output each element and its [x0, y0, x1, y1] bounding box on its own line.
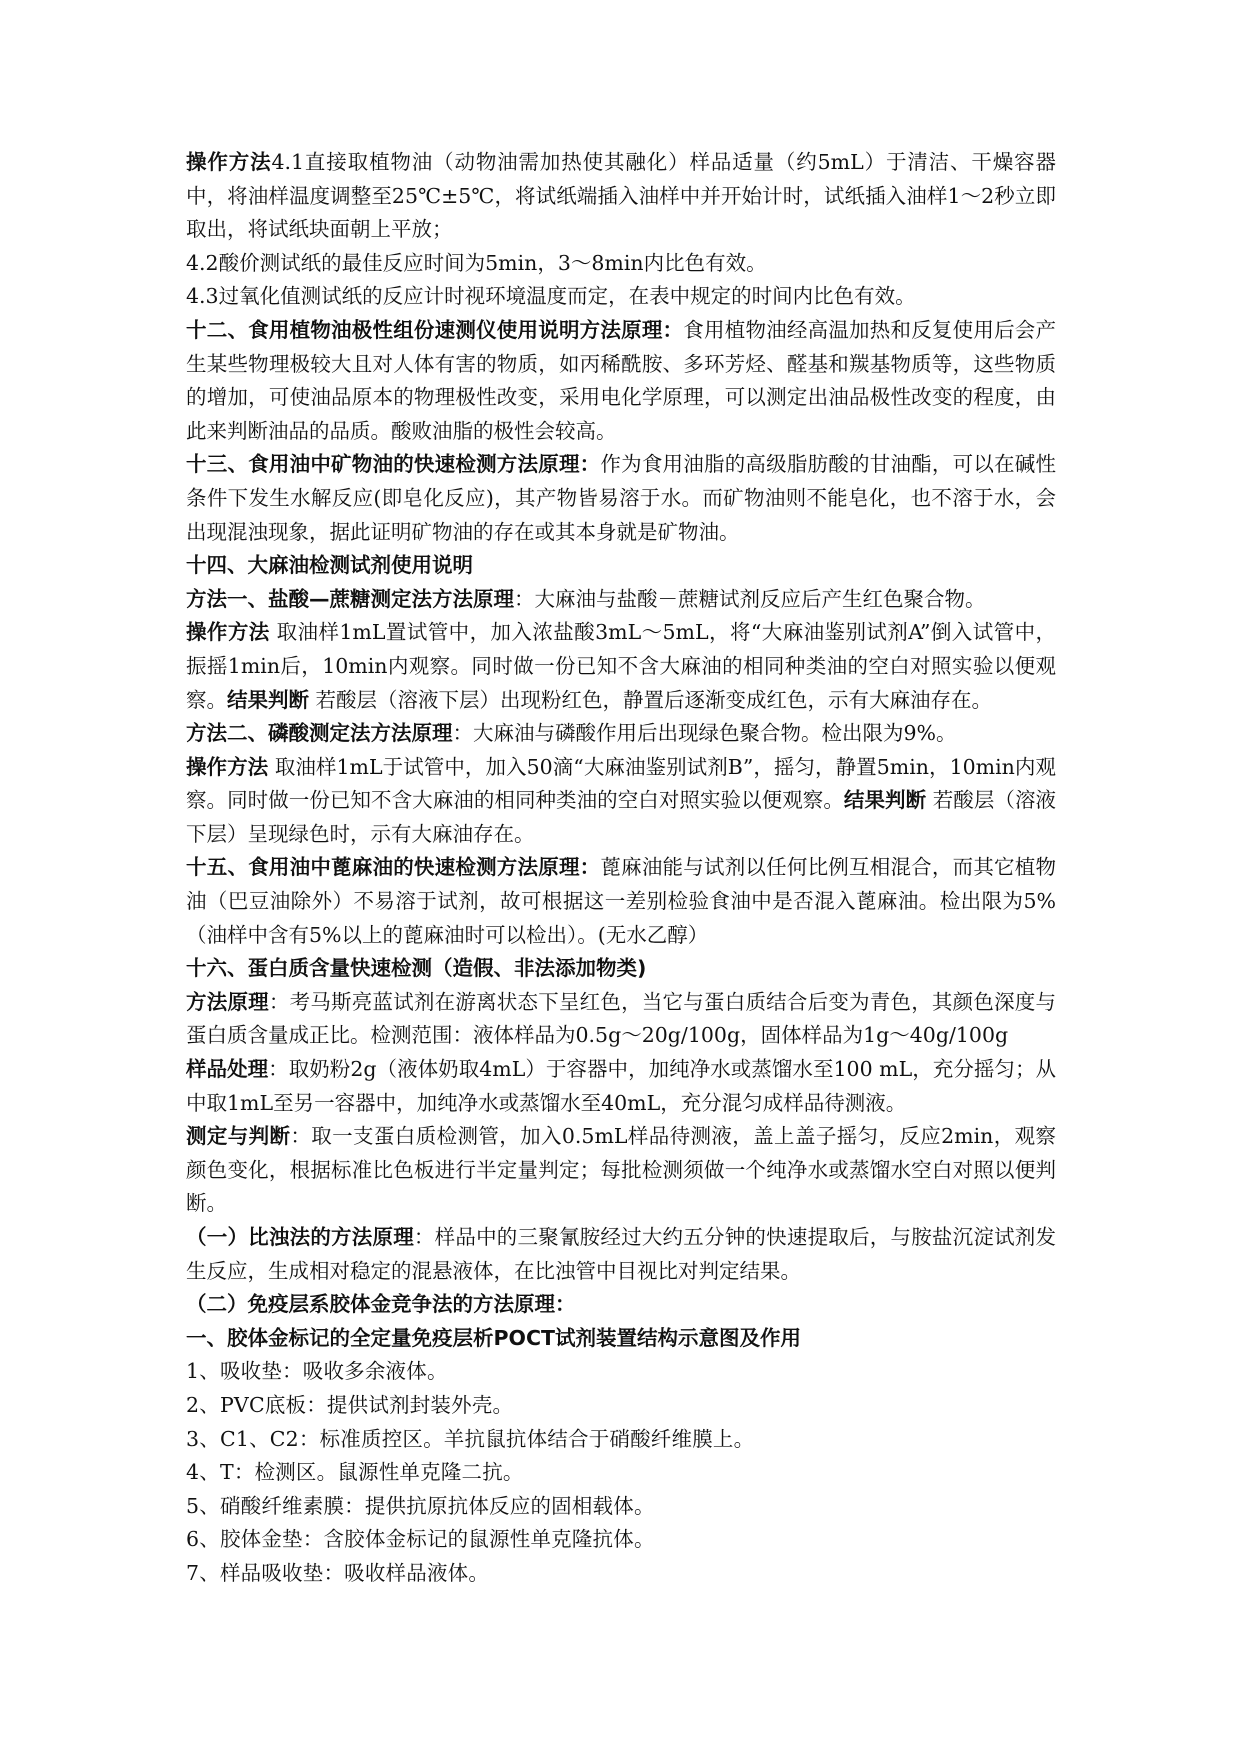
paragraph-text: 蓖麻油能与试剂以任何比例互相混合，而其它植物油（巴豆油除外）不易溶于试剂，故可根据这一差别检验食油中是否混入蓖麻油。检出限为5%（油样中含有5%以上的蓖麻油时可以检出）。(无水乙醇）: [186, 855, 1056, 947]
result-label: 结果判断: [843, 788, 927, 813]
paragraph-text: 若酸层（溶液下层）出现粉红色，静置后逐渐变成红色，示有大麻油存在。: [315, 687, 993, 712]
lead-label: 操作方法: [186, 754, 269, 779]
paragraph-colloidal-gold-heading: [186, 1322, 1056, 1356]
paragraph-text: 食用植物油经高温加热和反复使用后会产生某些物理极较大且对人体有害的物质，如丙稀酰胺、多环芳烃、醛基和羰基物质等，这些物质的增加，可使油品原本的物理极性改变，采用电化学原理，可以测定出油品极性改变的程度，由此来判断油品的品质。酸败油脂的极性会较高。: [186, 317, 1057, 443]
section-heading: 十三、食用油中矿物油的快速检测方法原理：: [186, 452, 601, 477]
paragraph-acid-value-timing: [186, 247, 1056, 281]
lead-label: （一）比浊法的方法原理: [186, 1225, 414, 1249]
paragraph-text: 取油样1mL置试管中，加入浓盐酸3mL～5mL，将“大麻油鉴别试剂A”倒入试管中，振摇1min后，10min内观察。同时做一份已知不含大麻油的相同种类油的空白对照实验以便观察。: [186, 620, 1056, 712]
paragraph-turbidimetry: [186, 1221, 1056, 1288]
list-item: 2、PVC底板：提供试剂封装外壳。: [186, 1392, 514, 1417]
device-structure-list: [186, 1355, 1056, 1590]
paragraph-protein-principle: [186, 986, 1056, 1053]
list-item: 6、胶体金垫：含胶体金标记的鼠源性单克隆抗体。: [186, 1527, 655, 1552]
paragraph-method-1-operation: [186, 616, 1056, 717]
paragraph-text: 4.2酸价测试纸的最佳反应时间为5min，3～8min内比色有效。: [186, 250, 767, 275]
section-heading: 十五、食用油中蓖麻油的快速检测方法原理：: [186, 855, 601, 880]
lead-label: 操作方法: [186, 150, 272, 174]
paragraph-text: ：考马斯亮蓝试剂在游离状态下呈红色，当它与蛋白质结合后变为青色，其颜色深度与蛋白质含量成正比。检测范围：液体样品为0.5g～20g/100g，固体样品为1g～40g/100g: [186, 989, 1057, 1048]
paragraph-method-2: [186, 717, 1056, 751]
paragraph-measure-judge: [186, 1120, 1056, 1221]
paragraph-text: 若酸层（溶液下层）呈现绿色时，示有大麻油存在。: [186, 788, 1057, 846]
paragraph-section-15: [186, 851, 1056, 952]
section-heading: 十四、大麻油检测试剂使用说明: [186, 553, 473, 578]
list-item: 3、C1、C2：标准质控区。羊抗鼠抗体结合于硝酸纤维膜上。: [186, 1426, 755, 1451]
paragraph-section-12: [186, 314, 1056, 448]
lead-label: （二）免疫层系胶体金竞争法的方法原理：: [186, 1292, 576, 1317]
paragraph-sample-processing: [186, 1053, 1056, 1120]
list-item: 5、硝酸纤维素膜：提供抗原抗体反应的固相载体。: [186, 1493, 655, 1518]
paragraph-text: ：大麻油与磷酸作用后出现绿色聚合物。检出限为9%。: [452, 721, 957, 746]
paragraph-text: ：取一支蛋白质检测管，加入0.5mL样品待测液，盖上盖子摇匀，反应2min，观察颜色变化，根据标准比色板进行半定量判定；每批检测须做一个纯净水或蒸馏水空白对照以便判断。: [186, 1124, 1056, 1216]
lead-label: 测定与判断: [186, 1124, 291, 1149]
paragraph-operation-method: [186, 146, 1056, 247]
list-item: 1、吸收垫：吸收多余液体。: [186, 1359, 448, 1384]
section-heading: 一、胶体金标记的全定量免疫层析POCT试剂装置结构示意图及作用: [186, 1325, 801, 1350]
section-heading: 十二、食用植物油极性组份速测仪使用说明方法原理：: [186, 317, 684, 342]
result-label: 结果判断: [227, 687, 309, 712]
paragraph-method-1: [186, 583, 1056, 617]
paragraph-peroxide-timing: [186, 280, 1056, 314]
list-item: 4、T：检测区。鼠源性单克隆二抗。: [186, 1460, 524, 1485]
paragraph-text: ：大麻油与盐酸－蔗糖试剂反应后产生红色聚合物。: [514, 586, 986, 611]
paragraph-immunochromatography: [186, 1288, 1056, 1322]
lead-label: 操作方法: [186, 620, 270, 645]
paragraph-section-13: [186, 448, 1056, 549]
lead-label: 方法一、盐酸—蔗糖测定法方法原理: [186, 586, 514, 611]
lead-label: 样品处理: [186, 1057, 269, 1082]
paragraph-text: 4.3过氧化值测试纸的反应计时视环境温度而定，在表中规定的时间内比色有效。: [186, 284, 916, 309]
paragraph-text: 4.1直接取植物油（动物油需加热使其融化）样品适量（约5mL）于清洁、干燥容器中，将油样温度调整至25℃±5℃，将试纸端插入油样中并开始计时，试纸插入油样1～2秒立即取出，将试纸块面朝上平放；: [186, 150, 1056, 242]
paragraph-section-16: [186, 952, 1056, 986]
section-heading: 十六、蛋白质含量快速检测（造假、非法添加物类): [186, 956, 647, 981]
paragraph-text: ：样品中的三聚氰胺经过大约五分钟的快速提取后，与胺盐沉淀试剂发生反应，生成相对稳定的混悬液体，在比浊管中目视比对判定结果。: [186, 1225, 1057, 1283]
list-item: 7、样品吸收垫：吸收样品液体。: [186, 1560, 490, 1585]
lead-label: 方法原理: [186, 989, 269, 1014]
paragraph-text: ：取奶粉2g（液体奶取4mL）于容器中，加纯净水或蒸馏水至100 mL，充分摇匀；从中取1mL至另一容器中，加纯净水或蒸馏水至40mL，充分混匀成样品待测液。: [186, 1057, 1056, 1115]
paragraph-text: 作为食用油脂的高级脂肪酸的甘油酯，可以在碱性条件下发生水解反应(即皂化反应)，其产物皆易溶于水。而矿物油则不能皂化，也不溶于水，会出现混浊现象，据此证明矿物油的存在或其本身就是矿物油。: [186, 452, 1056, 544]
lead-label: 方法二、磷酸测定法方法原理: [186, 721, 453, 746]
paragraph-section-14: [186, 549, 1056, 583]
paragraph-text: 取油样1mL于试管中，加入50滴“大麻油鉴别试剂B”，摇匀，静置5min，10min内观察。同时做一份已知不含大麻油的相同种类油的空白对照实验以便观察。: [186, 754, 1056, 813]
document-page: [186, 146, 1056, 1591]
paragraph-method-2-operation: [186, 751, 1056, 852]
